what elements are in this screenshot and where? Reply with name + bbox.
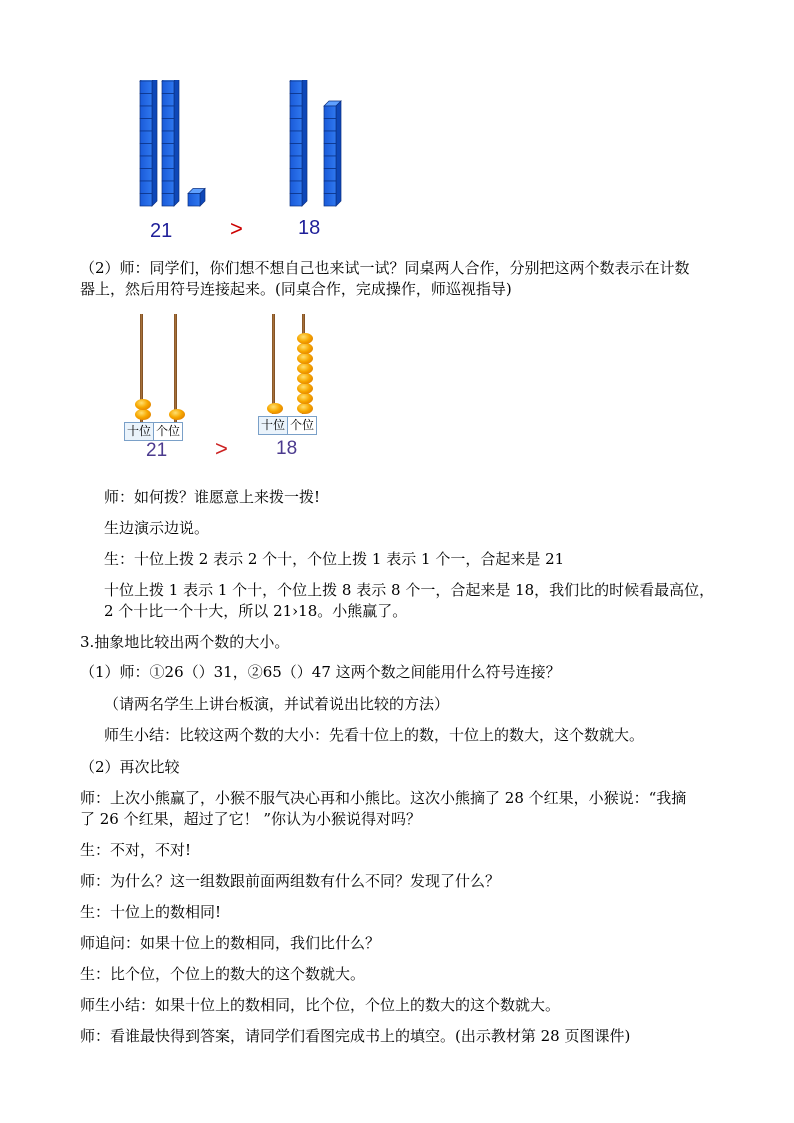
right-ten-rod (290, 80, 307, 206)
abacus-bead (297, 393, 313, 404)
section3-teacher-1a: 师：上次小熊赢了，小猴不服气决心再和小熊比。这次小熊摘了 28 个红果，小猴说：“我摘 (80, 789, 687, 807)
left-ten-rod (162, 80, 179, 206)
dialogue-line-3: 生：十位上拨 2 表示 2 个十，个位上拨 1 表示 1 个一，合起来是 21 (104, 550, 565, 568)
right-ones-stack (324, 101, 341, 206)
abacus-bead (297, 353, 313, 364)
section3-summary1: 师生小结：比较这两个数的大小：先看十位上的数，十位上的数大，这个数就大。 (104, 726, 645, 744)
label-tens: 十位 (261, 418, 286, 432)
intro-line-2: 器上，然后用符号连接起来。(同桌合作，完成操作，师巡视指导) (80, 280, 512, 298)
section3-teacher-3: 师追问：如果十位上的数相同，我们比什么？ (80, 934, 381, 952)
label-ones: 个位 (287, 417, 316, 434)
abacus-bead (135, 409, 151, 420)
intro-line-1: （2）师：同学们，你们想不想自己也来试一试？同桌两人合作，分别把这两个数表示在计数 (80, 259, 690, 277)
base-ten-blocks-illustration (130, 80, 360, 210)
left-unit-cube (188, 189, 205, 207)
dialogue-line-5: 2 个十比一个十大，所以 21›18。小熊赢了。 (104, 602, 408, 620)
section3-summary2: 师生小结：如果十位上的数相同，比个位，个位上的数大的这个数就大。 (80, 996, 561, 1014)
abacus-bead (297, 343, 313, 354)
abacus-left-place-labels (124, 422, 183, 441)
label-tens: 十位 (127, 424, 152, 438)
dialogue-line-2: 生边演示边说。 (104, 519, 210, 537)
section3-q1-note: （请两名学生上讲台板演，并试着说出比较的方法） (104, 695, 450, 713)
section3-student-2: 生：十位上的数相同! (80, 903, 222, 921)
section3-q1: （1）师：①26（）31，②65（）47 这两个数之间能用什么符号连接？ (80, 663, 561, 681)
section3-q2: （2）再次比较 (80, 758, 180, 776)
label-ones: 个位 (153, 423, 182, 440)
abacus-bead (297, 333, 313, 344)
abacus-bead (169, 409, 185, 420)
abacus-right-place-labels (258, 416, 317, 435)
abacus-greater-sign: > (215, 436, 228, 461)
abacus-bead (267, 403, 283, 414)
section3-student-3: 生：比个位，个位上的数大的这个数就大。 (80, 965, 366, 983)
abacus-bead (297, 363, 313, 374)
left-ten-rod (140, 80, 157, 206)
abacus-bead (297, 373, 313, 384)
blocks-right-number: 18 (298, 217, 321, 239)
abacus-left-number: 21 (146, 440, 168, 461)
abacus-bead (297, 403, 313, 414)
section3-teacher-4: 师：看谁最快得到答案，请同学们看图完成书上的填空。(出示教材第 28 页图课件) (80, 1027, 631, 1045)
abacus-right-tens-rod (272, 314, 275, 414)
section3-heading: 3.抽象地比较出两个数的大小。 (80, 633, 290, 651)
blocks-greater-sign: > (230, 216, 243, 241)
section3-teacher-2: 师：为什么？这一组数跟前面两组数有什么不同？发现了什么？ (80, 872, 501, 890)
abacus-right-number: 18 (276, 438, 298, 459)
dialogue-line-4: 十位上拨 1 表示 1 个十，个位上拨 8 表示 8 个一，合起来是 18，我们比的时候看最高位， (104, 581, 715, 599)
section3-student-1: 生：不对，不对! (80, 841, 192, 859)
abacus-figure (120, 312, 340, 472)
blocks-figure (130, 80, 360, 245)
section3-teacher-1b: 了 26 个红果，超过了它！ ”你认为小猴说得对吗？ (80, 810, 422, 828)
abacus-bead (297, 383, 313, 394)
dialogue-line-1: 师：如何拨？谁愿意上来拨一拨! (104, 488, 321, 506)
blocks-left-number: 21 (150, 220, 173, 242)
abacus-bead (135, 399, 151, 410)
